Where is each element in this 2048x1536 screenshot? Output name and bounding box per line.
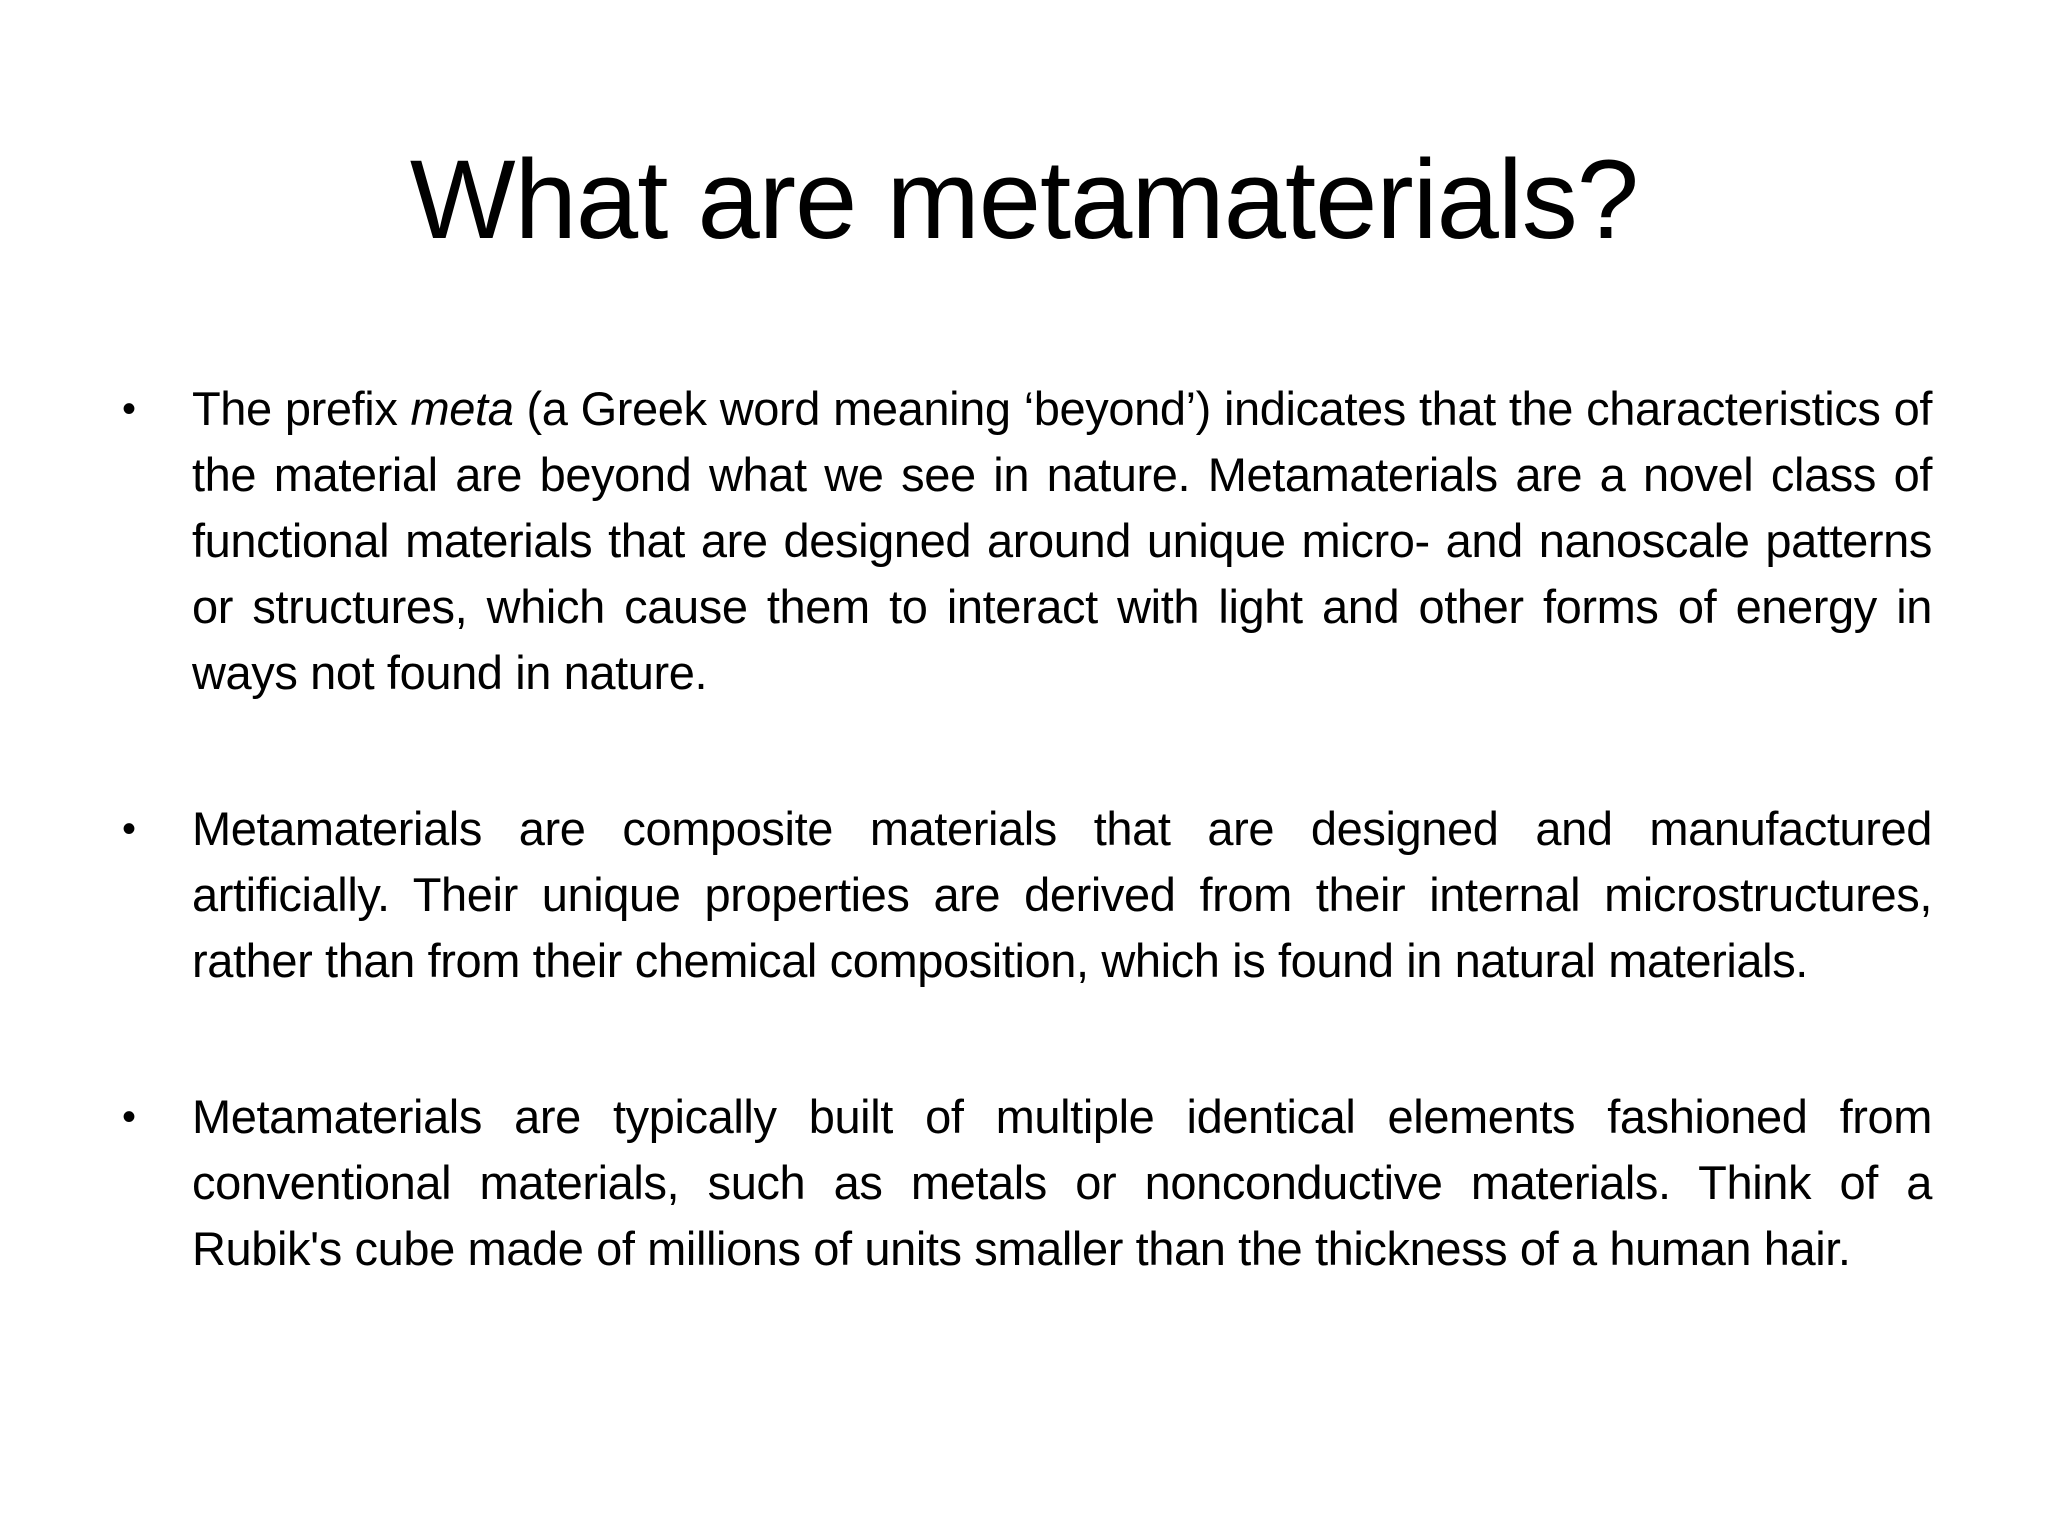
bullet-icon: • xyxy=(122,807,136,851)
bullet-text: Metamaterials are composite materials that are designed and manufactured artificially. Their unique properties are derived from their internal microstructures, rather than from their chemical composition, which is found in natural materials. xyxy=(192,802,1932,987)
bullet-item-composite xyxy=(120,796,1932,994)
bullet-text-emphasis: meta xyxy=(410,382,514,435)
bullet-item-meaning xyxy=(120,376,1932,706)
bullet-text: Metamaterials are typically built of multiple identical elements fashioned from conventional materials, such as metals or nonconductive materials. Think of a Rubik's cube made of millions of units smaller than the thickness of a human hair. xyxy=(192,1090,1932,1275)
bullet-list xyxy=(120,376,1932,1372)
bullet-icon: • xyxy=(122,1095,136,1139)
slide-title: What are metamaterials? xyxy=(409,137,1639,262)
bullet-item-construction xyxy=(120,1084,1932,1282)
bullet-text-lead: The prefix xyxy=(192,382,411,435)
bullet-text-rest: (a Greek word meaning ‘beyond’) indicates that the characteristics of the material are beyond what we see in nature. Metamaterials are a novel class of functional materials that are designed around unique micro- and nanoscale patterns or structures, which cause them to interact with light and other forms of energy in ways not found in nature. xyxy=(192,382,1932,699)
bullet-icon: • xyxy=(122,387,136,431)
